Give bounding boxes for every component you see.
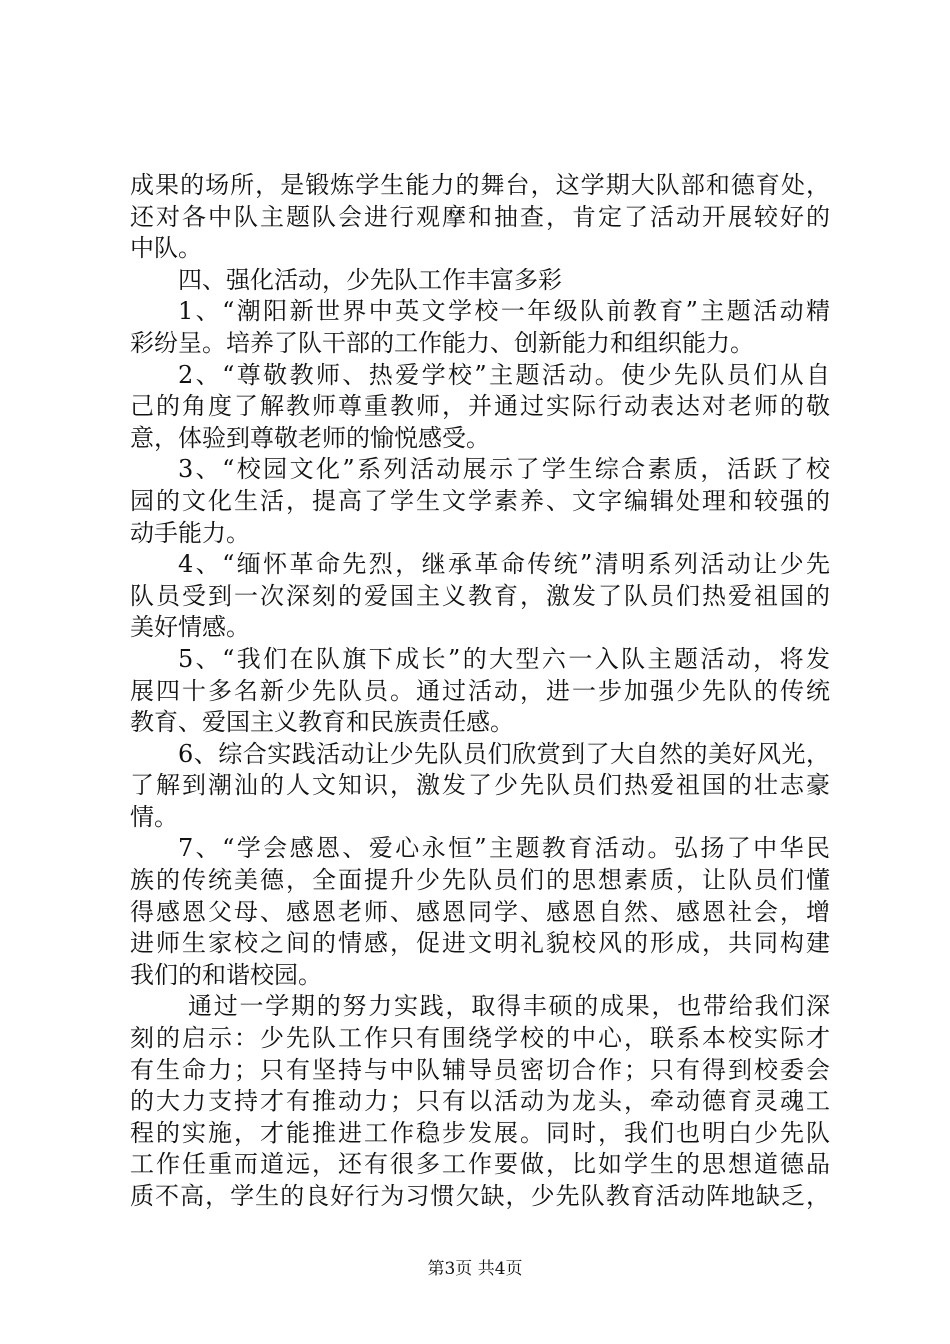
text-line: 通过一学期的努力实践，取得丰硕的成果，也带给我们深 — [188, 992, 830, 1021]
text-line: 进师生家校之间的情感，促进文明礼貌校风的形成，共同构建 — [130, 929, 830, 958]
text-line: 的大力支持才有推动力；只有以活动为龙头，牵动德育灵魂工 — [130, 1087, 830, 1116]
text-line: 得感恩父母、感恩老师、感恩同学、感恩自然、感恩社会，增 — [130, 897, 830, 926]
text-line: 族的传统美德，全面提升少先队员们的思想素质，让队员们懂 — [130, 866, 830, 895]
text-line: 6、综合实践活动让少先队员们欣赏到了大自然的美好风光， — [178, 739, 830, 768]
text-line: 教育、爱国主义教育和民族责任感。 — [130, 708, 514, 737]
text-line: 1、“潮阳新世界中英文学校一年级队前教育”主题活动精 — [178, 297, 830, 326]
text-line: 队员受到一次深刻的爱国主义教育，激发了队员们热爱祖国的 — [130, 581, 830, 610]
text-line: 5、“我们在队旗下成长”的大型六一入队主题活动，将发 — [178, 644, 830, 673]
text-line: 7、“学会感恩、爱心永恒”主题教育活动。弘扬了中华民 — [178, 834, 830, 863]
page-number: 第3页 共4页 — [427, 1259, 523, 1279]
text-line: 情。 — [130, 802, 178, 831]
document-body — [130, 170, 830, 1213]
text-line: 动手能力。 — [130, 518, 250, 547]
text-line: 园的文化生活，提高了学生文学素养、文字编辑处理和较强的 — [130, 486, 830, 515]
text-line: 2、“尊敬教师、热爱学校”主题活动。使少先队员们从自 — [178, 360, 830, 389]
text-line: 美好情感。 — [130, 613, 250, 642]
text-line: 意，体验到尊敬老师的愉悦感受。 — [130, 423, 490, 452]
text-line: 了解到潮汕的人文知识，激发了少先队员们热爱祖国的壮志豪 — [130, 771, 830, 800]
text-line: 我们的和谐校园。 — [130, 960, 322, 989]
text-line: 有生命力；只有坚持与中队辅导员密切合作；只有得到校委会 — [130, 1055, 830, 1084]
text-line: 刻的启示：少先队工作只有围绕学校的中心，联系本校实际才 — [130, 1024, 830, 1053]
text-line: 中队。 — [130, 234, 202, 263]
text-line: 程的实施，才能推进工作稳步发展。同时，我们也明白少先队 — [130, 1118, 830, 1147]
text-line: 成果的场所，是锻炼学生能力的舞台，这学期大队部和德育处， — [130, 171, 830, 199]
section-heading: 四、强化活动，少先队工作丰富多彩 — [178, 265, 562, 294]
text-line: 展四十多名新少先队员。通过活动，进一步加强少先队的传统 — [130, 676, 830, 705]
page-footer — [0, 1258, 950, 1280]
text-line: 还对各中队主题队会进行观摩和抽查，肯定了活动开展较好的 — [130, 202, 830, 231]
text-line: 工作任重而道远，还有很多工作要做，比如学生的思想道德品 — [130, 1150, 830, 1179]
text-line: 4、“缅怀革命先烈，继承革命传统”清明系列活动让少先 — [178, 550, 830, 579]
text-line: 3、“校园文化”系列活动展示了学生综合素质，活跃了校 — [178, 455, 830, 484]
text-line: 质不高，学生的良好行为习惯欠缺，少先队教育活动阵地缺乏， — [130, 1182, 830, 1210]
text-line: 己的角度了解教师尊重教师，并通过实际行动表达对老师的敬 — [130, 392, 830, 421]
text-line: 彩纷呈。培养了队干部的工作能力、创新能力和组织能力。 — [130, 328, 754, 357]
